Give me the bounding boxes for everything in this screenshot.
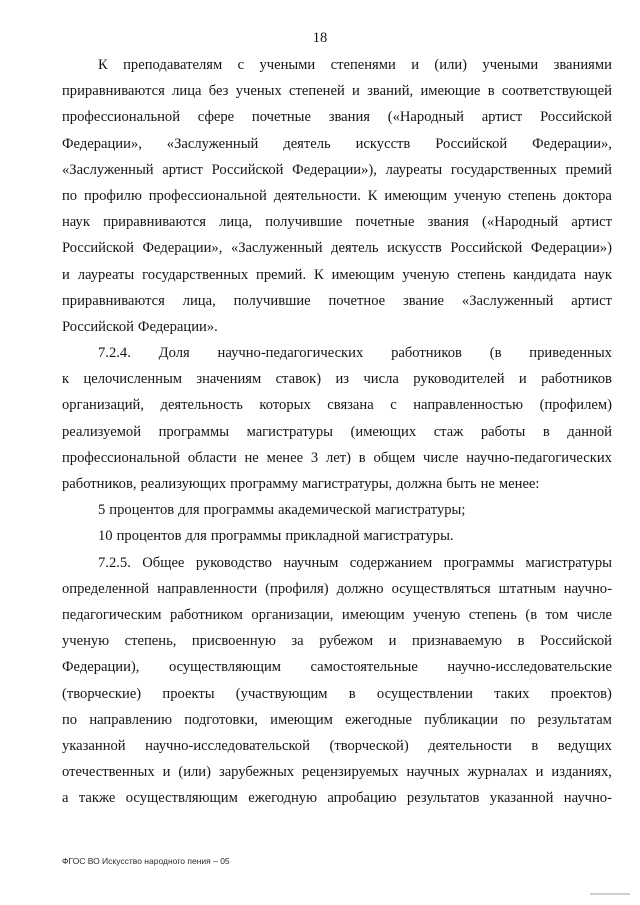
text-line: 10 процентов для программы прикладной магистратуры. [98,528,454,545]
text-line: отечественных и (или) зарубежных рецензируемых научных журналах и изданиях, [62,764,612,781]
text-line: Российской Федерации». [62,318,218,335]
text-line: 7.2.4. Доля научно-педагогических работников (в приведенных [98,345,612,362]
text-line: педагогическим работником организации, имеющим ученую степень (в том числе [62,606,612,623]
text-line: Федерации», «Заслуженный деятель искусств Российской Федерации», [62,135,612,152]
text-line: наук приравниваются лица, получившие почетные звания («Народный артист [62,214,612,231]
text-line: к целочисленным значениям ставок) из числа руководителей и работников [62,371,612,388]
document-body [62,52,612,811]
text-line: определенной направленности (профиля) должно осуществляться штатным научно- [62,580,612,597]
text-line: Российской Федерации», «Заслуженный деятель искусств Российской Федерации») [62,240,612,257]
text-line: приравниваются лица, получившие почетное звание «Заслуженный артист [62,292,612,309]
text-line: «Заслуженный артист Российской Федерации»), лауреаты государственных премий [62,161,612,178]
footer-note: ФГОС ВО Искусство народного пения – 05 [62,856,230,866]
text-line: ученую степень, присвоенную за рубежом и признаваемую в Российской [62,633,612,650]
text-line: приравниваются лица без ученых степеней и званий, имеющие в соответствующей [62,83,612,100]
text-line: реализуемой программы магистратуры (имеющих стаж работы в данной [62,423,612,440]
text-line: и лауреаты государственных премий. К имеющим ученую степень кандидата наук [62,266,612,283]
text-line: указанной научно-исследовательской (творческой) деятельности в ведущих [62,737,612,754]
text-line: по направлению подготовки, имеющим ежегодные публикации по результатам [62,711,612,728]
text-line: по профилю профессиональной деятельности. К имеющим ученую степень доктора [62,187,612,204]
page-number: 18 [312,30,328,46]
text-line: 5 процентов для программы академической магистратуры; [98,502,466,519]
text-line: профессиональной сфере почетные звания («Народный артист Российской [62,109,612,126]
scan-artifact [590,893,630,895]
text-line: организаций, деятельность которых связана с направленностью (профилем) [62,397,612,414]
text-line: работников, реализующих программу магистратуры, должна быть не менее: [62,476,540,492]
text-line: Федерации), осуществляющим самостоятельные научно-исследовательские [62,659,612,676]
text-line: 7.2.5. Общее руководство научным содержанием программы магистратуры [98,554,612,571]
text-line: а также осуществляющим ежегодную апробацию результатов указанной научно- [62,790,612,807]
text-line: (творческие) проекты (участвующим в осуществлении таких проектов) [62,685,612,702]
text-line: К преподавателям с учеными степенями и (или) учеными званиями [98,57,612,73]
text-line: профессиональной области не менее 3 лет) в общем числе научно-педагогических [62,449,612,466]
